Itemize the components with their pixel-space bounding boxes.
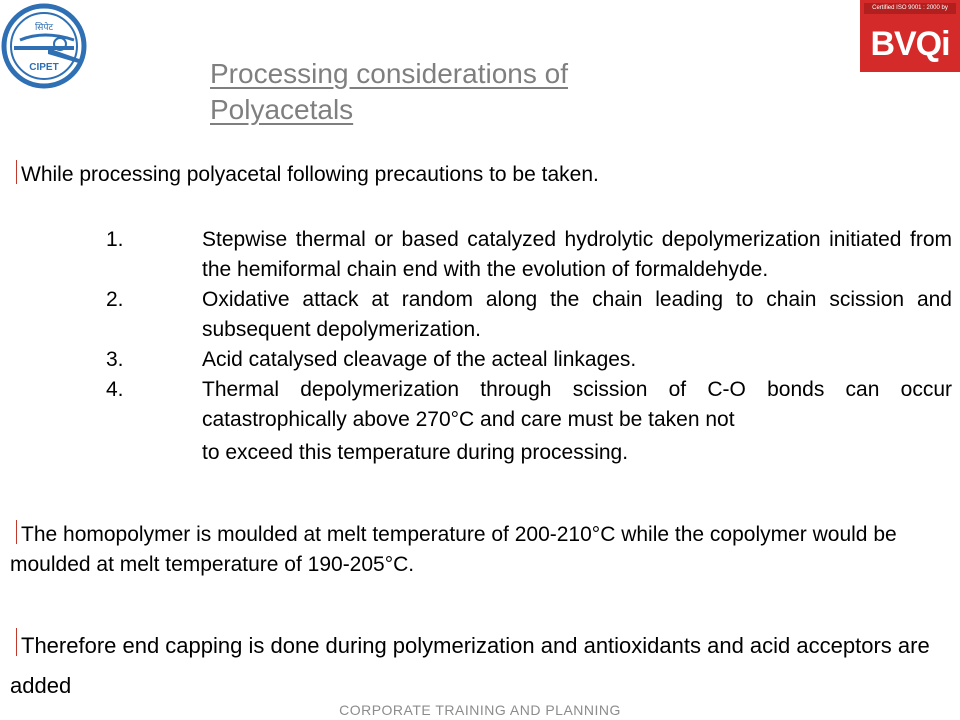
list-item-number: 2.: [106, 288, 124, 311]
bullet-marker-icon: [16, 520, 17, 544]
slide-title: Processing considerations of Polyacetals: [210, 58, 568, 125]
list-item-text: Acid catalysed cleavage of the acteal linkages.: [202, 348, 637, 371]
bullet-marker-icon: [16, 628, 17, 656]
end-capping-text: Therefore end capping is done during polymerization and antioxidants and acid acceptors are added: [10, 633, 930, 698]
logo-hindi-text: सिपेट: [34, 23, 54, 33]
list-item-text: Stepwise thermal or based catalyzed hydrolytic depolymerization initiated from the hemiformal chain end with the evolution of formaldehyde.: [202, 228, 952, 281]
list-item: [106, 285, 952, 345]
intro-paragraph: [10, 160, 599, 190]
list-item-number: 4.: [106, 378, 124, 401]
footer-text: CORPORATE TRAINING AND PLANNING: [339, 702, 621, 718]
list-item-number: 3.: [106, 348, 124, 371]
cipet-logo: [0, 0, 92, 92]
bullet-marker-icon: [16, 160, 17, 184]
iso-cert-text: Certified ISO 9001 : 2000 by: [864, 3, 956, 14]
list-item-text-continued: to exceed this temperature during processing.: [202, 441, 629, 464]
cipet-logo-icon: [0, 0, 92, 92]
list-item-text: Thermal depolymerization through scission of C-O bonds can occur catastrophically above 270°C and care must be taken not: [202, 378, 952, 431]
intro-text: While processing polyacetal following precautions to be taken.: [21, 163, 599, 186]
list-item-text: Oxidative attack at random along the chain leading to chain scission and subsequent depolymerization.: [202, 288, 952, 341]
bvqi-brand-text: BVQi: [870, 25, 950, 63]
end-capping-paragraph: [10, 626, 960, 706]
list-item-number: 1.: [106, 228, 124, 251]
bvqi-logo: [860, 0, 960, 72]
list-item: [106, 375, 952, 473]
temperature-text: The homopolymer is moulded at melt temperature of 200-210°C while the copolymer would be moulded at melt temperature of 190-205°C.: [10, 523, 897, 576]
list-item: [106, 345, 952, 375]
logo-cipet-text: CIPET: [29, 62, 59, 73]
list-item: [106, 225, 952, 285]
temperature-paragraph: [10, 520, 940, 580]
precautions-list: [106, 225, 952, 473]
